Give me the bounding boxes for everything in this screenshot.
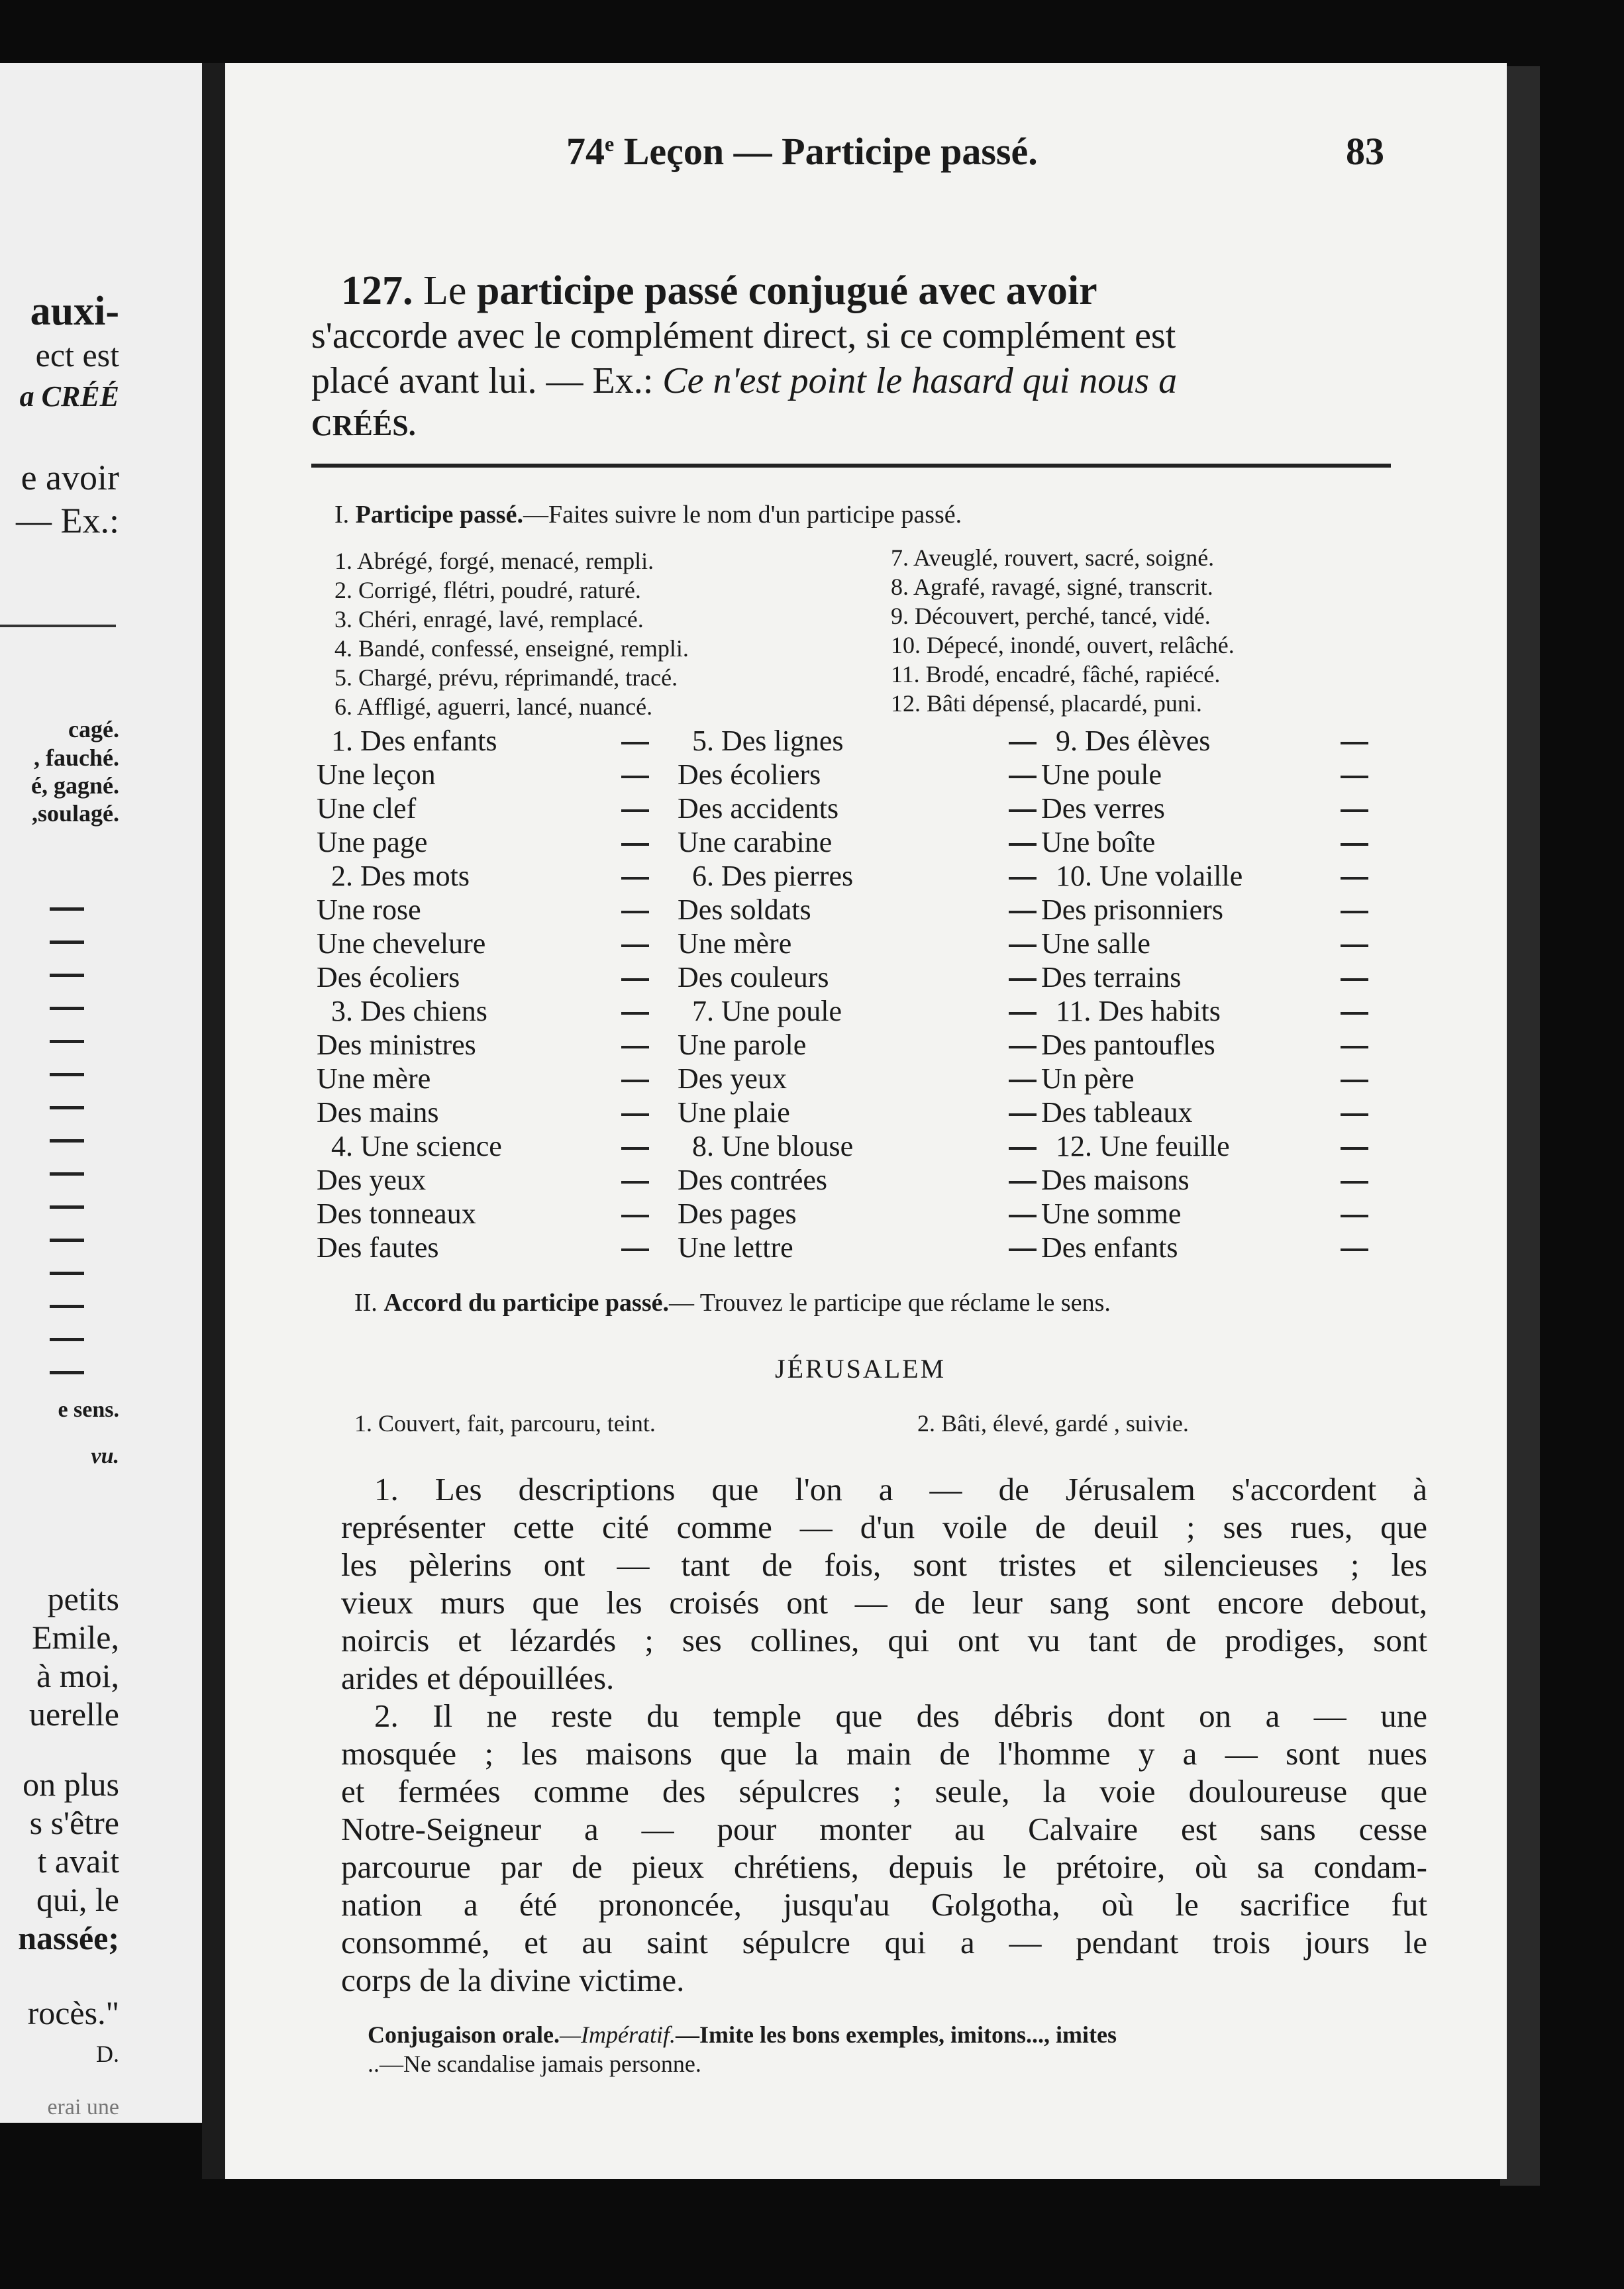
left-fragment: petits [47, 1580, 119, 1617]
left-dash [50, 1073, 84, 1076]
word-row [317, 825, 661, 859]
word-row [1041, 1197, 1380, 1231]
answer-dash [1009, 1046, 1037, 1048]
left-dash [50, 1172, 84, 1176]
left-dash [50, 1007, 84, 1010]
answer-dash [1341, 1080, 1368, 1082]
word-item: 5. Des lignes [692, 725, 844, 757]
word-row [1041, 1062, 1380, 1095]
story-hints [354, 1409, 1189, 1437]
answer-dash [621, 944, 649, 947]
word-row [317, 1062, 661, 1095]
word-row [678, 960, 1048, 994]
left-dash [50, 907, 84, 911]
answer-dash [621, 1181, 649, 1184]
exercise-num: I. [334, 501, 350, 529]
word-item: Une plaie [678, 1096, 790, 1129]
word-item: Une mère [678, 927, 792, 960]
word-item: Une clef [317, 792, 417, 825]
left-fragment: erai une [47, 2095, 119, 2119]
word-row [1041, 859, 1380, 893]
answer-dash [1341, 776, 1368, 778]
word-row [678, 825, 1048, 859]
word-row [1041, 1095, 1380, 1129]
answer-dash [1009, 911, 1037, 913]
word-row [678, 1095, 1048, 1129]
word-row [1041, 1129, 1380, 1163]
word-row [678, 1163, 1048, 1197]
word-item: 11. Des habits [1056, 995, 1221, 1027]
word-item: Une salle [1041, 927, 1150, 960]
word-row [678, 1028, 1048, 1062]
answer-dash [621, 978, 649, 981]
answer-dash [1009, 1012, 1037, 1015]
left-fragment: e sens. [58, 1398, 119, 1422]
word-item: Des soldats [678, 893, 811, 926]
word-item: Une poule [1041, 758, 1162, 791]
lesson-sup: e [605, 131, 615, 156]
word-row [678, 927, 1048, 960]
word-row [678, 1062, 1048, 1095]
story-line: Notre-Seigneur a — pour monter au Calvaire est sans cesse [341, 1811, 1427, 1847]
left-dash [50, 1272, 84, 1275]
answer-dash [1341, 1181, 1368, 1184]
word-row [1041, 758, 1380, 791]
exercise-instruction: — Trouvez le participe que réclame le sens. [668, 1289, 1111, 1317]
left-fragment: cagé. [68, 716, 119, 742]
word-row [1041, 1231, 1380, 1264]
left-fragment: auxi- [30, 289, 119, 334]
hint-1: 1. Couvert, fait, parcouru, teint. [354, 1410, 656, 1437]
answer-dash [1009, 1181, 1037, 1184]
answer-dash [621, 1012, 649, 1015]
word-row [317, 859, 661, 893]
word-item: 12. Une feuille [1056, 1130, 1230, 1162]
page-number: 83 [1346, 130, 1384, 173]
conj-line: ..—Ne scandalise jamais personne. [368, 2051, 701, 2077]
conj-line [368, 2020, 1117, 2049]
answer-dash [621, 809, 649, 812]
conj-mode: —Impératif. [560, 2021, 676, 2048]
rule-example: Ce n'est point le hasard qui nous a [662, 360, 1178, 401]
lesson-title [566, 129, 1038, 174]
conjugation-note [368, 2020, 1117, 2078]
word-item: Des verres [1041, 792, 1165, 825]
answer-dash [621, 911, 649, 913]
word-item: Une page [317, 826, 428, 858]
word-row [317, 1095, 661, 1129]
rule-bold: participe passé conjugué avec avoir [476, 268, 1097, 313]
answer-dash [1009, 1113, 1037, 1116]
left-dash [50, 1139, 84, 1143]
list-item: 7. Aveuglé, rouvert, sacré, soigné. [891, 544, 1215, 571]
left-fragment: uerelle [28, 1696, 119, 1733]
word-column-3 [1041, 724, 1380, 1264]
word-row [317, 1028, 661, 1062]
word-row [317, 791, 661, 825]
left-dash [50, 1371, 84, 1374]
answer-dash [621, 742, 649, 744]
word-row [678, 1197, 1048, 1231]
word-row [1041, 994, 1380, 1028]
story-line: vieux murs que les croisés ont — de leur sang sont encore debout, [341, 1584, 1427, 1621]
exercise-bold: Accord du participe passé. [383, 1289, 669, 1317]
left-page-fragment [0, 63, 202, 2123]
left-dash [50, 1106, 84, 1109]
word-item: 6. Des pierres [692, 860, 854, 892]
word-item: Des enfants [1041, 1231, 1178, 1264]
list-item: 2. Corrigé, flétri, poudré, raturé. [334, 577, 641, 603]
word-item: Une carabine [678, 826, 833, 858]
answer-dash [1009, 809, 1037, 812]
word-row [317, 1163, 661, 1197]
left-dash [50, 1305, 84, 1308]
list-item: 8. Agrafé, ravagé, signé, transcrit. [891, 574, 1213, 600]
left-fragment: ect est [35, 336, 119, 374]
rule-line: s'accorde avec le complément direct, si ce complément est [311, 315, 1176, 356]
conj-title: Conjugaison orale. [368, 2021, 560, 2048]
answer-dash [1341, 1215, 1368, 1217]
word-item: Des fautes [317, 1231, 439, 1264]
word-item: Des écoliers [678, 758, 821, 791]
answer-dash [1341, 1012, 1368, 1015]
list-item: 9. Découvert, perché, tancé, vidé. [891, 603, 1211, 629]
answer-dash [1009, 877, 1037, 880]
left-fragment: qui, le [36, 1881, 119, 1918]
word-row [1041, 893, 1380, 927]
word-row [317, 927, 661, 960]
rule-text: Le [423, 268, 467, 313]
word-item: Des accidents [678, 792, 839, 825]
word-item: 8. Une blouse [692, 1130, 854, 1162]
answer-dash [1009, 944, 1037, 947]
word-row [678, 758, 1048, 791]
word-item: Une parole [678, 1029, 807, 1061]
word-item: Une leçon [317, 758, 436, 791]
word-row [317, 994, 661, 1028]
left-fragment: vu. [91, 1444, 119, 1468]
word-item: Des ministres [317, 1029, 476, 1061]
word-item: Une somme [1041, 1197, 1182, 1230]
answer-dash [1341, 911, 1368, 913]
left-fragment: — Ex.: [16, 501, 119, 540]
answer-dash [1009, 1080, 1037, 1082]
rule-line [311, 268, 1391, 313]
answer-dash [621, 1046, 649, 1048]
word-item: Une mère [317, 1062, 431, 1095]
section-rule [311, 464, 1391, 468]
word-item: 2. Des mots [331, 860, 470, 892]
hint-2: 2. Bâti, élevé, gardé , suivie. [917, 1410, 1189, 1437]
list-item: 10. Dépecé, inondé, ouvert, relâché. [891, 632, 1235, 658]
list-item: 1. Abrégé, forgé, menacé, rempli. [334, 548, 654, 574]
answer-dash [1009, 776, 1037, 778]
story-line: 1. Les descriptions que l'on a — de Jérusalem s'accordent à [374, 1471, 1427, 1507]
exercise1-left-list [334, 546, 689, 721]
left-fragment: s s'être [29, 1804, 119, 1841]
word-row [1041, 927, 1380, 960]
story-line: corps de la divine victime. [341, 1962, 685, 1998]
left-fragment: a CRÉÉ [19, 380, 119, 413]
word-item: Des écoliers [317, 961, 460, 993]
left-dash [50, 1205, 84, 1209]
word-item: 9. Des élèves [1056, 725, 1211, 757]
word-item: Un père [1041, 1062, 1135, 1095]
answer-dash [621, 1215, 649, 1217]
lesson-number: 74 [566, 130, 605, 173]
word-row [1041, 1163, 1380, 1197]
left-fragment: , fauché. [34, 744, 119, 771]
left-dash [50, 1338, 84, 1341]
story-line: représenter cette cité comme — d'un voile de deuil ; ses rues, que [341, 1509, 1427, 1545]
word-item: 3. Des chiens [331, 995, 487, 1027]
word-column-2 [678, 724, 1048, 1264]
word-column-1 [317, 724, 661, 1264]
left-dash [50, 1239, 84, 1242]
exercise1-title [334, 500, 962, 529]
answer-dash [621, 1248, 649, 1251]
answer-dash [621, 776, 649, 778]
word-row [317, 1129, 661, 1163]
page-header [344, 129, 1384, 182]
word-item: 7. Une poule [692, 995, 842, 1027]
rule-number: 127. [341, 268, 413, 313]
left-fragment: à moi, [36, 1657, 119, 1694]
left-fragment: Emile, [32, 1619, 119, 1656]
list-item: 3. Chéri, enragé, lavé, remplacé. [334, 606, 644, 633]
left-fragment: nassée; [18, 1919, 119, 1957]
answer-dash [1009, 742, 1037, 744]
left-fragment: ,soulagé. [31, 800, 119, 827]
answer-dash [1341, 944, 1368, 947]
exercise2-title [354, 1288, 1111, 1317]
answer-dash [1009, 978, 1037, 981]
answer-dash [621, 1080, 649, 1082]
word-row [678, 1231, 1048, 1264]
list-item: 5. Chargé, prévu, réprimandé, tracé. [334, 664, 678, 691]
left-dash [50, 974, 84, 977]
word-item: Des yeux [317, 1164, 426, 1196]
answer-dash [1341, 1248, 1368, 1251]
lesson-subject: — Participe passé. [733, 130, 1038, 173]
word-item: Des maisons [1041, 1164, 1190, 1196]
word-row [317, 758, 661, 791]
answer-dash [621, 1147, 649, 1150]
answer-dash [1341, 742, 1368, 744]
word-item: Des yeux [678, 1062, 787, 1095]
story-line: mosquée ; les maisons que la main de l'homme y a — sont nues [341, 1735, 1427, 1772]
word-item: Une rose [317, 893, 421, 926]
conj-text: —Imite les bons exemples, imitons..., imites [676, 2021, 1117, 2048]
word-item: Une chevelure [317, 927, 486, 960]
answer-dash [1341, 877, 1368, 880]
left-dash [50, 941, 84, 944]
word-row [678, 791, 1048, 825]
rule-text: placé avant lui. — Ex.: [311, 360, 654, 401]
rule-line [311, 358, 1391, 403]
story-line: consommé, et au saint sépulcre qui a — pendant trois jours le [341, 1924, 1427, 1960]
story-line: noircis et lézardés ; ses collines, qui ont vu tant de prodiges, sont [341, 1622, 1427, 1658]
word-row [678, 859, 1048, 893]
answer-dash [1341, 843, 1368, 846]
left-fragment: rocès." [27, 1994, 119, 2031]
left-dash [50, 1040, 84, 1043]
left-fragment: t avait [37, 1843, 119, 1880]
word-row [317, 1197, 661, 1231]
left-rule [0, 625, 116, 627]
list-item: 11. Brodé, encadré, fâché, rapiécé. [891, 661, 1221, 687]
answer-dash [621, 1113, 649, 1116]
story-line: parcourue par de pieux chrétiens, depuis le prétoire, où sa condam- [341, 1849, 1427, 1885]
answer-dash [1341, 1147, 1368, 1150]
word-item: Des mains [317, 1096, 439, 1129]
word-row [317, 724, 661, 758]
word-row [1041, 791, 1380, 825]
word-row [1041, 1028, 1380, 1062]
word-item: 10. Une volaille [1056, 860, 1243, 892]
exercise-num: II. [354, 1289, 378, 1317]
answer-dash [1009, 843, 1037, 846]
answer-dash [1341, 978, 1368, 981]
word-item: Des tonneaux [317, 1197, 476, 1230]
word-row [678, 994, 1048, 1028]
list-item: 6. Affligé, aguerri, lancé, nuancé. [334, 693, 653, 720]
word-item: Des contrées [678, 1164, 828, 1196]
word-row [317, 1231, 661, 1264]
word-item: 4. Une science [331, 1130, 502, 1162]
word-item: Des prisonniers [1041, 893, 1223, 926]
answer-dash [621, 877, 649, 880]
word-item: 1. Des enfants [331, 725, 497, 757]
answer-dash [1009, 1215, 1037, 1217]
word-row [317, 960, 661, 994]
word-item: Des pantoufles [1041, 1029, 1215, 1061]
exercise-instruction: —Faites suivre le nom d'un participe passé. [523, 501, 962, 529]
answer-dash [1009, 1147, 1037, 1150]
word-row [678, 893, 1048, 927]
exercise-bold: Participe passé. [355, 501, 523, 529]
word-item: Des couleurs [678, 961, 829, 993]
rule-127 [311, 268, 1391, 448]
exercise1-right-list [891, 543, 1235, 718]
list-item: 12. Bâti dépensé, placardé, puni. [891, 690, 1202, 717]
answer-dash [1009, 1248, 1037, 1251]
list-item: 4. Bandé, confessé, enseigné, rempli. [334, 635, 689, 662]
answer-dash [1341, 809, 1368, 812]
story-paragraphs [341, 1470, 1427, 1999]
word-row [317, 893, 661, 927]
word-item: Des tableaux [1041, 1096, 1193, 1129]
story-title: JÉRUSALEM [775, 1354, 946, 1384]
word-item: Des pages [678, 1197, 797, 1230]
lesson-word: Leçon [623, 130, 725, 173]
left-fragment: e avoir [21, 458, 119, 497]
left-fragment: on plus [23, 1766, 119, 1803]
word-row [1041, 825, 1380, 859]
story-line: nation a été prononcée, jusqu'au Golgotha, où le sacrifice fut [341, 1886, 1427, 1923]
story-line: les pèlerins ont — tant de fois, sont tristes et silencieuses ; les [341, 1547, 1427, 1583]
story-line: et fermées comme des sépulcres ; seule, la voie douloureuse que [341, 1773, 1427, 1809]
answer-dash [621, 843, 649, 846]
rule-line: CRÉÉS. [311, 409, 416, 442]
answer-dash [1341, 1113, 1368, 1116]
word-row [678, 1129, 1048, 1163]
story-line: arides et dépouillées. [341, 1660, 615, 1696]
word-item: Une boîte [1041, 826, 1156, 858]
word-row [1041, 724, 1380, 758]
word-item: Des terrains [1041, 961, 1182, 993]
word-item: Une lettre [678, 1231, 793, 1264]
word-row [678, 724, 1048, 758]
answer-dash [1341, 1046, 1368, 1048]
left-fragment: D. [96, 2041, 119, 2067]
left-fragment: é, gagné. [31, 772, 119, 799]
word-row [1041, 960, 1380, 994]
story-line: 2. Il ne reste du temple que des débris dont on a — une [374, 1698, 1427, 1734]
